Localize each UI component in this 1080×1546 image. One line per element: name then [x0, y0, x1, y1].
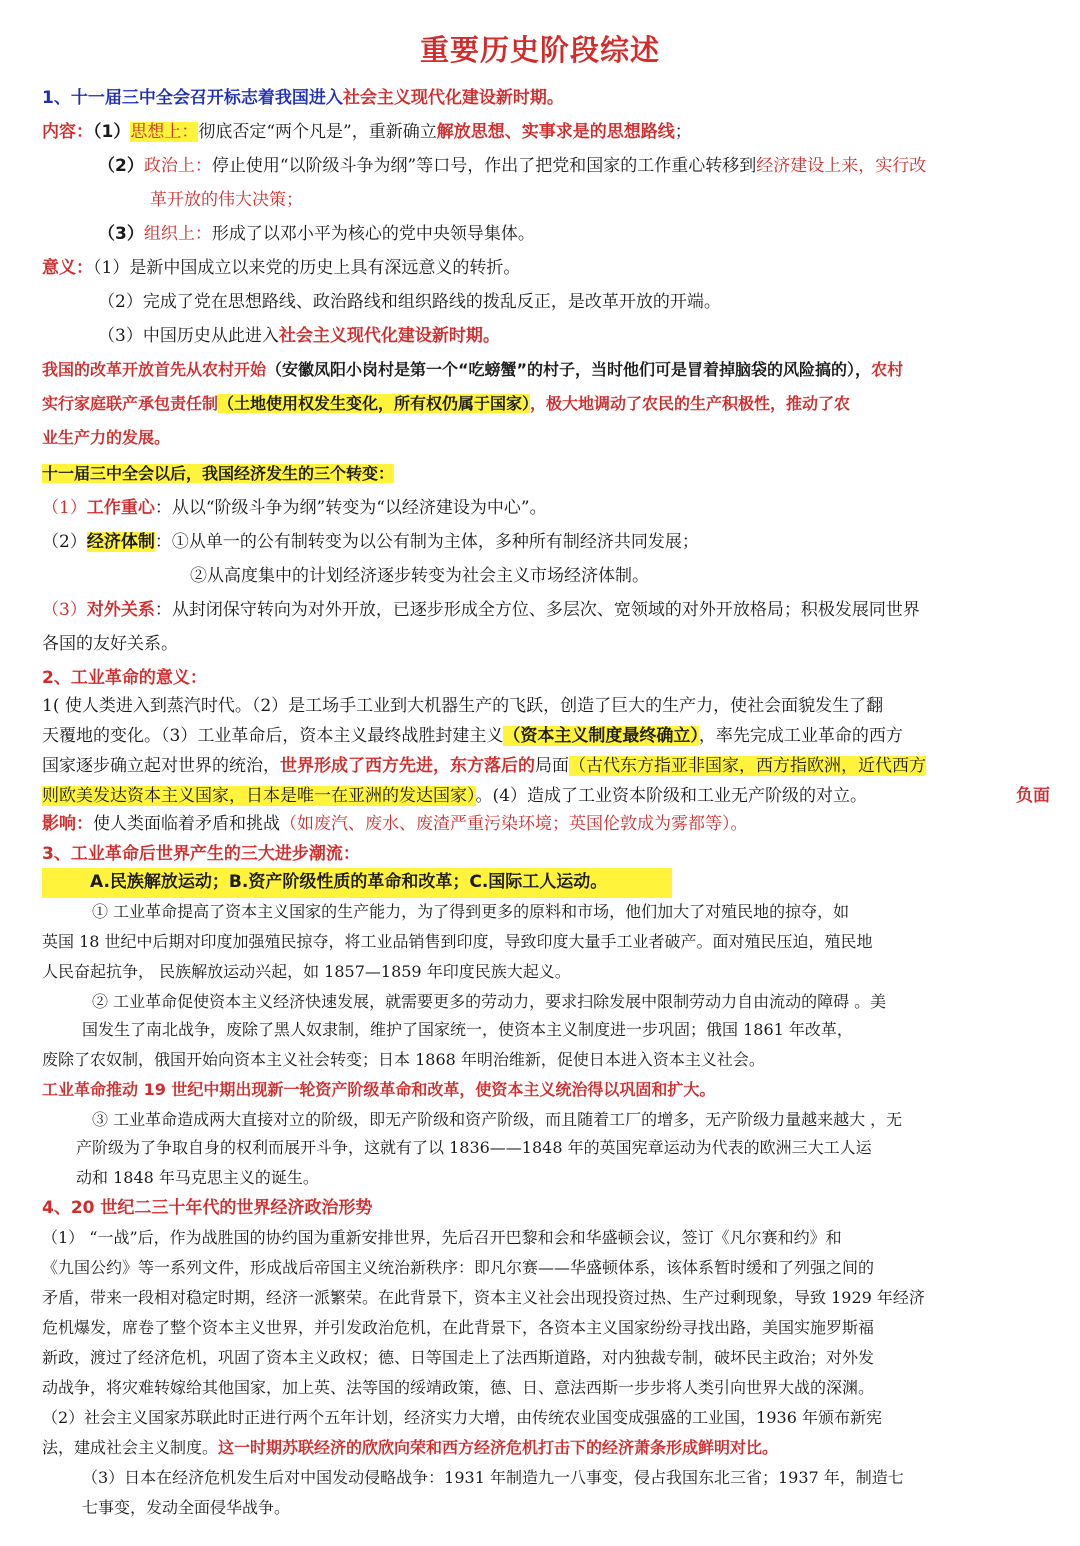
- trend-para-3-line-1: ③ 工业革命造成两大直接对立的阶级，即无产阶级和资产阶级，而且随着工厂的增多，无产阶级力量越来越大 ，无: [92, 1110, 903, 1129]
- change-item-3-cont: 各国的友好关系。: [42, 634, 178, 654]
- content-item-3-num: （3）: [98, 224, 144, 244]
- rural-reform-line-2: [42, 390, 1050, 420]
- world-situation-3-line-1: （3）日本在经济危机发生后对中国发动侵略战争：1931 年制造九一八事变，侵占我国东北三省；1937 年，制造七: [82, 1468, 904, 1487]
- change-item-2-cont: ②从高度集中的计划经济逐步转变为社会主义市场经济体制。: [190, 566, 649, 586]
- content-item-3-label: 组织上：: [143, 224, 212, 244]
- rural-reform-a: 我国的改革开放首先从农村开始: [42, 360, 267, 379]
- change-item-1-label: 工作重心: [86, 498, 155, 518]
- change-item-1-text: ：从以“阶级斗争为纲”转变为“以经济建设为中心”。: [154, 498, 547, 518]
- section1-heading-text: 1、十一届三中全会召开标志着我国进入: [42, 88, 343, 108]
- significance-label: 意义：: [42, 258, 93, 278]
- section2-line-2: [42, 722, 1050, 752]
- content-item-1-num: （1）: [93, 122, 131, 142]
- content-item-2-text: 停止使用“以阶级斗争为纲”等口号，作出了把党和国家的工作重心转移到: [211, 156, 757, 176]
- section2-line-2-c: ，率先完成工业革命的西方: [698, 726, 903, 746]
- section2-line-5-c: （如废汽、废水、废渣严重污染环境；英国伦敦成为雾都等）。: [280, 814, 748, 834]
- world-situation-2-b: 这一时期苏联经济的欣欣向荣和西方经济危机打击下的经济萧条形成鲜明对比。: [218, 1438, 779, 1457]
- significance-item-1-text: （1）是新中国成立以来党的历史上具有深远意义的转折。: [93, 258, 521, 278]
- section1-heading: [42, 84, 1050, 114]
- content-item-2-red2: 革开放的伟大决策；: [150, 190, 303, 210]
- section1-heading-highlight: 社会主义现代化建设新时期。: [342, 88, 564, 108]
- section2-line-5-b: 使人类面临着矛盾和挑战: [93, 814, 280, 834]
- section2-line-4-a: 则欧美发达资本主义国家，日本是唯一在亚洲的发达国家）: [42, 786, 476, 806]
- significance-item-3-red: 社会主义现代化建设新时期。: [278, 326, 500, 346]
- content-item-1-text: 彻底否定“两个凡是”，重新确立: [198, 122, 437, 142]
- world-situation-1-line-1: （1） “一战”后，作为战胜国的协约国为重新安排世界，先后召开巴黎和会和华盛顿会议，签订《凡尔赛和约》和: [42, 1228, 842, 1247]
- world-situation-3-line-2: 七事变，发动全面侵华战争。: [82, 1498, 291, 1517]
- rural-reform-d: 实行家庭联产承包责任制: [42, 394, 219, 413]
- significance-item-3: [98, 322, 1050, 352]
- three-changes-heading-text: 十一届三中全会以后，我国经济发生的三个转变：: [42, 464, 395, 483]
- change-item-2-label: 经济体制: [86, 532, 155, 552]
- section2-line-4-c: 负面: [1016, 786, 1050, 806]
- rural-reform-line-3: [42, 424, 1050, 454]
- content-item-2-cont: [150, 186, 1050, 216]
- section2-line-3-b: 世界形成了西方先进，东方落后的: [280, 756, 535, 776]
- trend-para-3-line-2: 产阶级为了争取自身的权利而展开斗争，这就有了以 1836——1848 年的英国宪章运动为代表的欧洲三大工人运: [76, 1138, 872, 1157]
- trend-para-3-line-3: 动和 1848 年马克思主义的诞生。: [76, 1168, 319, 1187]
- change-item-3-text: ：从封闭保守转向为对外开放，已逐步形成全方位、多层次、宽领域的对外开放格局；积极发展同世界: [154, 600, 920, 620]
- section2-line-3: [42, 752, 1050, 782]
- rural-reform-b: （安徽凤阳小岗村是第一个“吃螃蟹”的村子，当时他们可是冒着掉脑袋的风险搞的），: [266, 360, 872, 379]
- section2-heading: 2、工业革命的意义：: [42, 668, 207, 688]
- trend-para-1-line-2: 英国 18 世纪中后期对印度加强殖民掠夺，将工业品销售到印度，导致印度大量手工业者破产。面对殖民压迫，殖民地: [42, 932, 873, 951]
- world-situation-2-line-2: [42, 1434, 1050, 1464]
- content-item-1: [42, 118, 1050, 148]
- industrial-revolution-red-line: 工业革命推动 19 世纪中期出现新一轮资产阶级革命和改革，使资本主义统治得以巩固和扩大。: [42, 1080, 716, 1099]
- section2-line-4: [42, 782, 1050, 812]
- change-item-3: [42, 596, 1050, 626]
- trend-para-2-line-2: 国发生了南北战争，废除了黑人奴隶制，维护了国家统一，使资本主义制度进一步巩固；俄国 1861 年改革，: [82, 1020, 853, 1039]
- section3-heading: 3、工业革命后世界产生的三大进步潮流：: [42, 844, 360, 864]
- trend-para-2-line-1: ② 工业革命促使资本主义经济快速发展，就需要更多的劳动力，要求扫除发展中限制劳动力自由流动的障碍 。美: [92, 992, 887, 1011]
- change-item-1: [42, 494, 1050, 524]
- section2-line-3-d: （古代东方指亚非国家，西方指欧洲，近代西方: [569, 756, 926, 776]
- change-item-3-num: （3）: [42, 600, 87, 620]
- section2-line-3-a: 国家逐步确立起对世界的统治，: [42, 756, 280, 776]
- significance-item-2: （2）完成了党在思想路线、政治路线和组织路线的拨乱反正，是改革开放的开端。: [98, 292, 721, 312]
- section2-line-1: 1( 使人类进入到蒸汽时代。（2）是工场手工业到大机器生产的飞跃，创造了巨大的生产力，使社会面貌发生了翻: [42, 696, 884, 716]
- trend-para-2-line-3: 废除了农奴制，俄国开始向资本主义社会转变；日本 1868 年明治维新，促使日本进入资本主义社会。: [42, 1050, 765, 1069]
- world-situation-1-line-3: 矛盾，带来一段相对稳定时期，经济一派繁荣。在此背景下，资本主义社会出现投资过热、生产过剩现象，导致 1929 年经济: [42, 1288, 925, 1307]
- three-trends: A.民族解放运动；B.资产阶级性质的革命和改革；C.国际工人运动。: [42, 868, 672, 898]
- significance-item-3-text: （3）中国历史从此进入: [98, 326, 279, 346]
- rural-reform-f: ，极大地调动了农民的生产积极性，推动了农: [530, 394, 851, 413]
- content-label: 内容：: [42, 122, 93, 142]
- rural-reform-c: 农村: [871, 360, 904, 379]
- section2-line-3-c: 局面: [535, 756, 569, 776]
- world-situation-1-line-6: 动战争，将灾难转嫁给其他国家，加上英、法等国的绥靖政策，德、日、意法西斯一步步将人类引向世界大战的深渊。: [42, 1378, 875, 1397]
- content-item-2-label: 政治上：: [143, 156, 212, 176]
- content-item-3: [98, 220, 1050, 250]
- trend-para-1-line-3: 人民奋起抗争， 民族解放运动兴起，如 1857—1859 年印度民族大起义。: [42, 962, 571, 981]
- content-item-3-text: 形成了以邓小平为核心的党中央领导集体。: [211, 224, 535, 244]
- significance-item-1: [42, 254, 1050, 284]
- change-item-2-text: ：①从单一的公有制转变为以公有制为主体，多种所有制经济共同发展；: [154, 532, 699, 552]
- content-item-1-red: 解放思想、实事求是的思想路线: [436, 122, 675, 142]
- world-situation-2-a: 法，建成社会主义制度。: [42, 1438, 219, 1457]
- section2-line-4-b: 。(4）造成了工业资本阶级和工业无产阶级的对立。: [475, 786, 867, 806]
- world-situation-2-line-1: （2）社会主义国家苏联此时正进行两个五年计划，经济实力大增，由传统农业国变成强盛的工业国，1936 年颁布新宪: [42, 1408, 882, 1427]
- content-item-2-red: 经济建设上来，实行改: [756, 156, 927, 176]
- rural-reform-line-1: [42, 356, 1050, 386]
- world-situation-1-line-5: 新政，渡过了经济危机，巩固了资本主义政权；德、日等国走上了法西斯道路，对内独裁专制，破坏民主政治；对外发: [42, 1348, 875, 1367]
- change-item-1-num: （1）: [42, 498, 87, 518]
- section2-line-2-a: 天覆地的变化。（3）工业革命后，资本主义最终战胜封建主义: [42, 726, 504, 746]
- trend-para-1-line-1: ① 工业革命提高了资本主义国家的生产能力，为了得到更多的原料和市场，他们加大了对殖民地的掠夺，如: [92, 902, 850, 921]
- world-situation-1-line-4: 危机爆发，席卷了整个资本主义世界，并引发政治危机，在此背景下，各资本主义国家纷纷寻找出路，美国实施罗斯福: [42, 1318, 875, 1337]
- world-situation-1-line-2: 《九国公约》等一系列文件，形成战后帝国主义统治新秩序：即凡尔赛——华盛顿体系，该体系暂时缓和了列强之间的: [42, 1258, 875, 1277]
- section4-heading: 4、20 世纪二三十年代的世界经济政治形势: [42, 1198, 373, 1218]
- change-item-3-label: 对外关系: [86, 600, 155, 620]
- section2-line-5: [42, 810, 1050, 840]
- rural-reform-g: 业生产力的发展。: [42, 428, 171, 447]
- section2-line-2-b: （资本主义制度最终确立）: [503, 726, 699, 746]
- change-item-2-num: （2）: [42, 532, 87, 552]
- rural-reform-e: （土地使用权发生变化，所有权仍属于国家）: [218, 394, 531, 413]
- page-title: 重要历史阶段综述: [419, 33, 660, 67]
- content-item-2-num: （2）: [98, 156, 144, 176]
- three-changes-heading: [42, 460, 394, 490]
- change-item-2: [42, 528, 1050, 558]
- content-item-1-label: 思想上：: [130, 122, 199, 142]
- section2-line-5-a: 影响：: [42, 814, 93, 834]
- content-item-2: [98, 152, 1050, 182]
- content-item-1-end: ；: [674, 122, 692, 142]
